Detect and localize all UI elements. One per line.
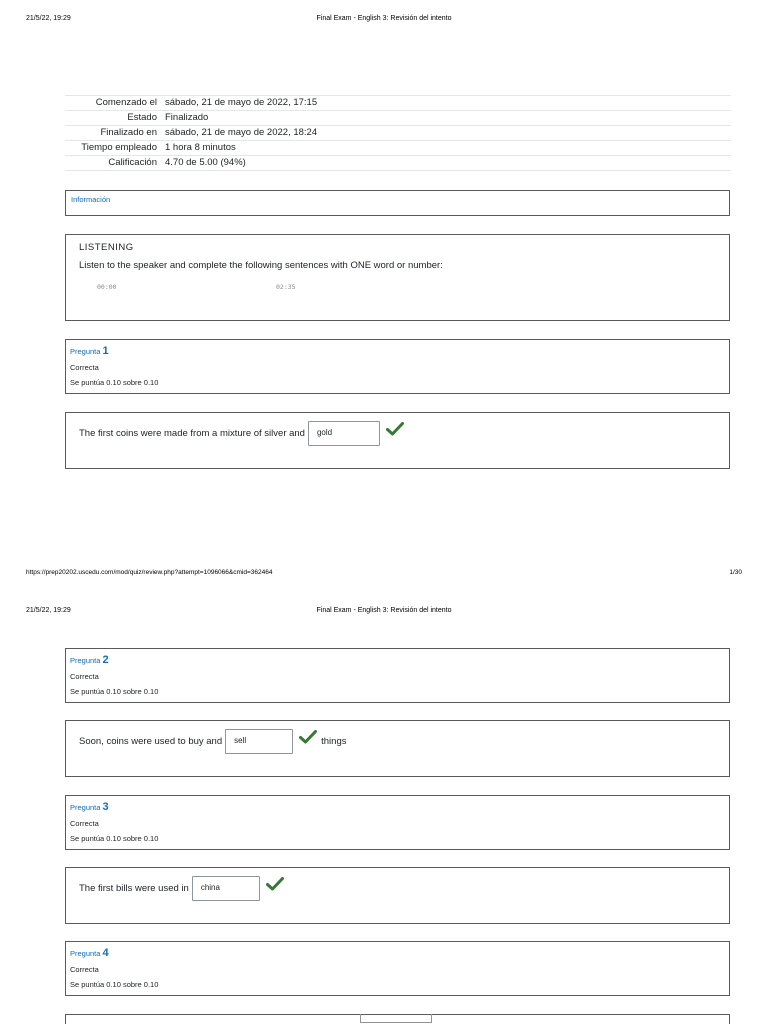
sentence-text-after: things — [321, 736, 347, 747]
information-link[interactable]: Información — [71, 195, 111, 204]
check-icon — [266, 877, 284, 891]
listening-title: LISTENING — [79, 242, 134, 253]
summary-row-grade — [65, 156, 731, 171]
print-header — [0, 15, 768, 27]
print-date: 21/5/22, 19:29 — [26, 607, 71, 614]
listening-instructions: Listen to the speaker and complete the following sentences with ONE word or number: — [79, 260, 443, 271]
audio-player[interactable] — [97, 283, 297, 293]
summary-value: Finalizado — [161, 111, 731, 126]
question-content-3 — [65, 867, 730, 924]
question-grade: Se puntúa 0.10 sobre 0.10 — [70, 834, 159, 843]
attempt-summary-table — [65, 95, 731, 171]
check-icon — [299, 730, 317, 744]
answer-field-partial[interactable] — [360, 1014, 432, 1023]
print-title: Final Exam - English 3: Revisión del intento — [316, 15, 452, 22]
question-content-1 — [65, 412, 730, 469]
summary-row-state — [65, 111, 731, 126]
summary-label: Estado — [65, 111, 161, 126]
information-block — [65, 190, 730, 216]
question-state: Correcta — [70, 819, 99, 828]
question-info-2 — [65, 648, 730, 703]
answer-field[interactable]: sell — [225, 729, 293, 754]
question-sentence — [79, 729, 346, 754]
summary-row-started — [65, 96, 731, 111]
summary-label: Calificación — [65, 156, 161, 171]
summary-value: sábado, 21 de mayo de 2022, 17:15 — [161, 96, 731, 111]
question-state: Correcta — [70, 965, 99, 974]
question-content-2 — [65, 720, 730, 777]
listening-block — [65, 234, 730, 321]
sentence-text: Soon, coins were used to buy and — [79, 736, 223, 747]
question-number — [70, 345, 109, 357]
question-info-1 — [65, 339, 730, 394]
question-label: Pregunta — [70, 656, 101, 665]
summary-label: Tiempo empleado — [65, 141, 161, 156]
print-footer — [0, 569, 768, 581]
question-sentence — [79, 876, 284, 901]
sentence-text: The first bills were used in — [79, 883, 189, 894]
summary-label: Finalizado en — [65, 126, 161, 141]
question-number — [70, 947, 109, 959]
question-state: Correcta — [70, 672, 99, 681]
question-number — [70, 801, 109, 813]
question-grade: Se puntúa 0.10 sobre 0.10 — [70, 378, 159, 387]
print-title: Final Exam - English 3: Revisión del intento — [316, 607, 452, 614]
question-number-value: 3 — [102, 801, 109, 813]
question-info-3 — [65, 795, 730, 850]
summary-value: sábado, 21 de mayo de 2022, 18:24 — [161, 126, 731, 141]
print-header — [0, 607, 768, 619]
audio-duration: 02:35 — [276, 283, 296, 291]
question-label: Pregunta — [70, 949, 101, 958]
question-label: Pregunta — [70, 803, 101, 812]
question-number — [70, 654, 109, 666]
summary-label: Comenzado el — [65, 96, 161, 111]
question-sentence — [79, 421, 404, 446]
audio-current-time: 00:00 — [97, 283, 117, 291]
question-content-4 — [65, 1014, 730, 1024]
print-date: 21/5/22, 19:29 — [26, 15, 71, 22]
print-url: https://prep20202.uscedu.com/mod/quiz/review.php?attempt=1096066&cmid=362464 — [26, 569, 273, 576]
check-icon — [386, 422, 404, 436]
answer-field[interactable]: china — [192, 876, 260, 901]
summary-value: 4.70 de 5.00 (94%) — [161, 156, 731, 171]
sentence-text: The first coins were made from a mixture of silver and — [79, 428, 305, 439]
question-info-4 — [65, 941, 730, 996]
question-label: Pregunta — [70, 347, 101, 356]
question-number-value: 4 — [102, 947, 109, 959]
question-state: Correcta — [70, 363, 99, 372]
summary-value: 1 hora 8 minutos — [161, 141, 731, 156]
print-page-number: 1/30 — [729, 569, 742, 576]
summary-row-time — [65, 141, 731, 156]
answer-field[interactable]: gold — [308, 421, 380, 446]
summary-row-finished — [65, 126, 731, 141]
question-grade: Se puntúa 0.10 sobre 0.10 — [70, 687, 159, 696]
question-number-value: 2 — [102, 654, 109, 666]
question-number-value: 1 — [102, 345, 109, 357]
question-grade: Se puntúa 0.10 sobre 0.10 — [70, 980, 159, 989]
